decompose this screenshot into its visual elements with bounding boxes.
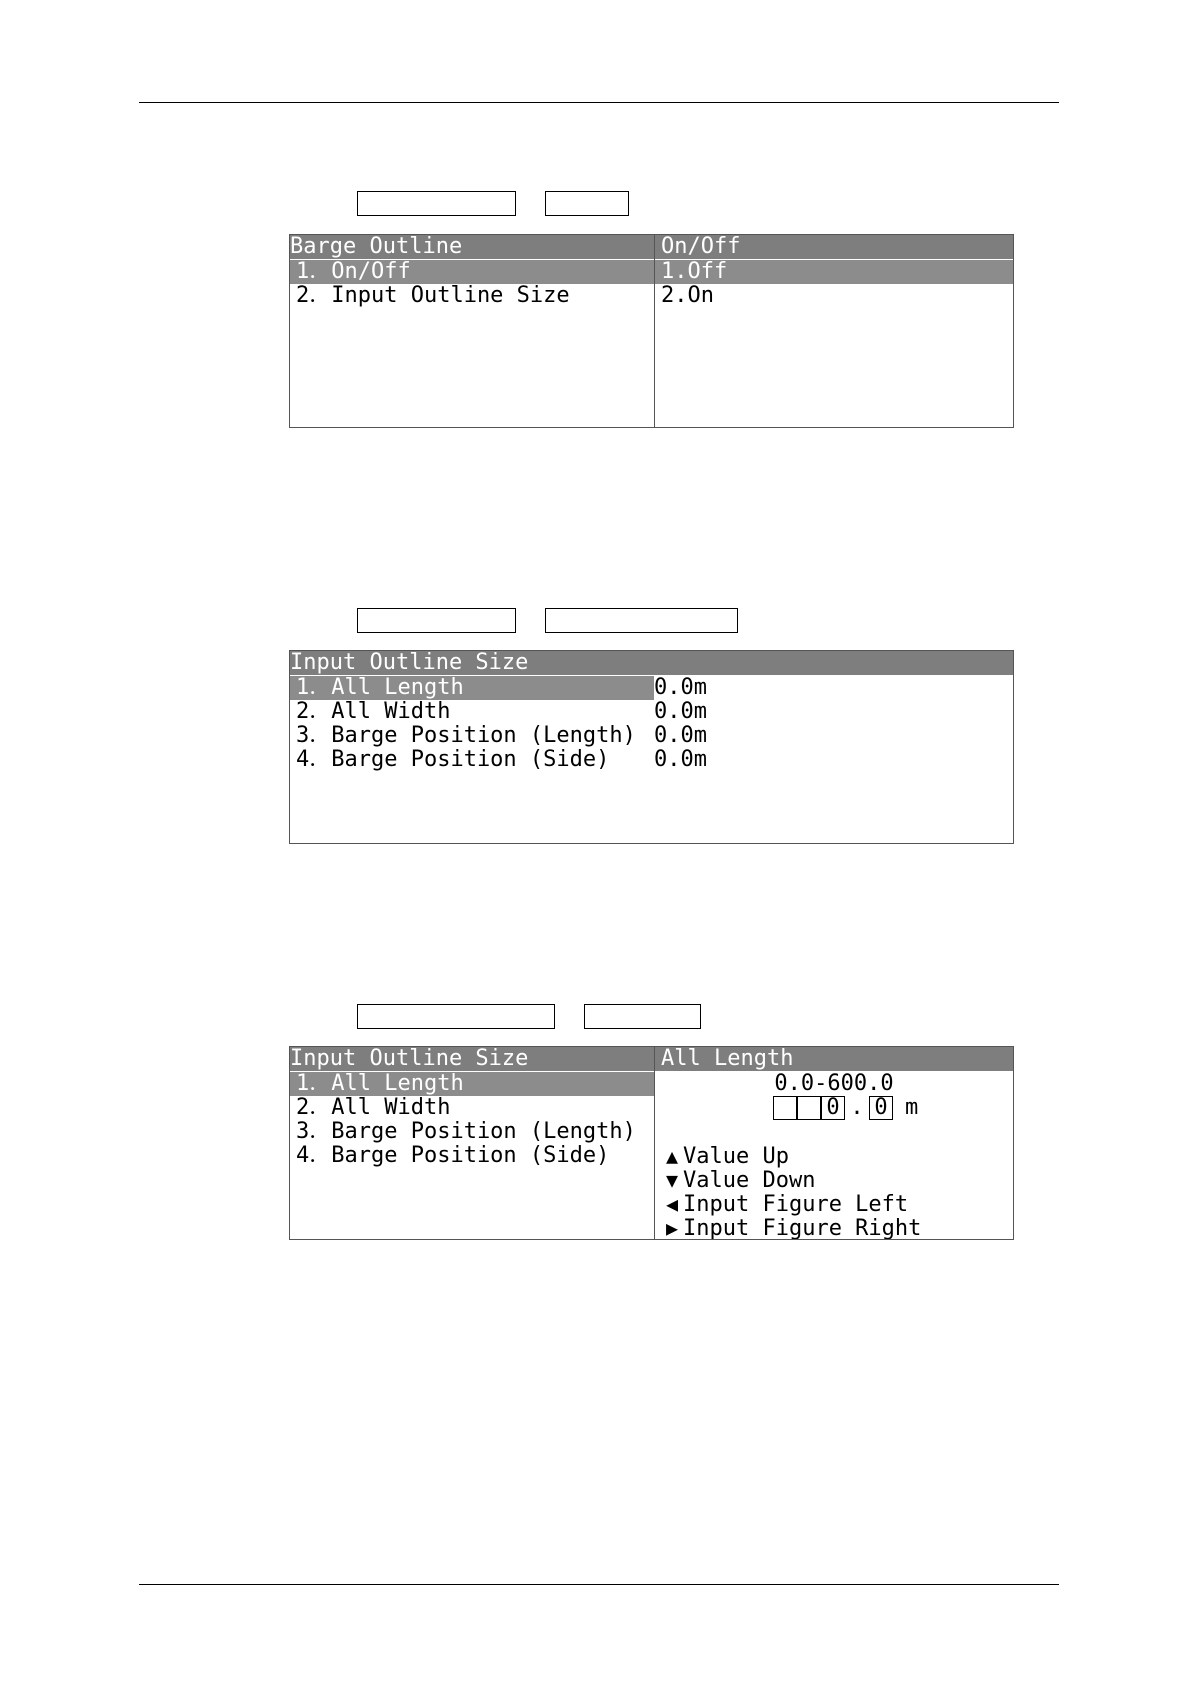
- menu-header: Barge Outline: [290, 235, 654, 259]
- triangle-left-icon: ◀: [665, 1192, 679, 1216]
- digit-box[interactable]: 0: [869, 1096, 893, 1120]
- menu-key-box: [357, 1004, 555, 1029]
- all-length-value: 0.0m: [654, 675, 707, 700]
- digit-box[interactable]: [773, 1096, 797, 1120]
- menu-item-barge-position-length[interactable]: 3．Barge Position (Length): [296, 1119, 636, 1144]
- menu-key-box: [545, 191, 629, 216]
- hint-label: Input Figure Right: [683, 1216, 922, 1240]
- hint-label: Value Up: [683, 1144, 789, 1169]
- unit-label: m: [905, 1095, 919, 1120]
- value-range: 0.0-600.0: [774, 1071, 894, 1096]
- menu-key-box: [545, 608, 738, 633]
- hint-label: Value Down: [683, 1168, 816, 1193]
- all-length-input-menu: [289, 1046, 1014, 1240]
- menu-key-box: [584, 1004, 701, 1029]
- menu-item-all-length[interactable]: 1．All Length: [290, 1072, 654, 1096]
- menu-item-barge-position-side[interactable]: 4．Barge Position (Side): [296, 1143, 610, 1168]
- bottom-rule: [139, 1584, 1059, 1585]
- menu-item-input-outline-size[interactable]: 2．Input Outline Size: [296, 283, 570, 308]
- hint-figure-right: [655, 1216, 1013, 1240]
- input-outline-size-menu: [289, 650, 1014, 844]
- hint-value-up: [655, 1144, 1013, 1168]
- option-off[interactable]: 1.Off: [655, 260, 1013, 284]
- barge-position-side-value: 0.0m: [654, 747, 707, 772]
- triangle-right-icon: ▶: [665, 1216, 679, 1240]
- decimal-point: .: [850, 1095, 864, 1120]
- menu-item-all-length[interactable]: 1．All Length: [290, 676, 654, 700]
- digit-input[interactable]: [773, 1096, 933, 1120]
- menu-item-on-off[interactable]: 1．On/Off: [290, 260, 654, 284]
- hint-value-down: [655, 1168, 1013, 1192]
- menu-item-barge-position-side[interactable]: 4．Barge Position (Side): [296, 747, 610, 772]
- triangle-down-icon: ▼: [665, 1168, 679, 1192]
- hint-label: Input Figure Left: [683, 1192, 909, 1217]
- option-on[interactable]: 2.On: [661, 283, 714, 308]
- menu-list: [290, 1047, 654, 1239]
- triangle-up-icon: ▲: [665, 1144, 679, 1168]
- barge-position-length-value: 0.0m: [654, 723, 707, 748]
- input-header: All Length: [655, 1047, 1013, 1071]
- digit-box[interactable]: 0: [821, 1096, 845, 1120]
- menu-list: [290, 235, 654, 427]
- all-width-value: 0.0m: [654, 699, 707, 724]
- menu-header: Input Outline Size: [290, 1047, 654, 1071]
- menu-key-box: [357, 608, 516, 633]
- menu-item-barge-position-length[interactable]: 3．Barge Position (Length): [296, 723, 636, 748]
- hint-figure-left: [655, 1192, 1013, 1216]
- menu-header: Input Outline Size: [290, 651, 1014, 675]
- menu-item-all-width[interactable]: 2．All Width: [296, 1095, 451, 1120]
- value-input-panel: [655, 1047, 1013, 1239]
- digit-box[interactable]: [797, 1096, 821, 1120]
- option-list: [655, 235, 1013, 427]
- barge-outline-menu: [289, 234, 1014, 428]
- menu-key-box: [357, 191, 516, 216]
- option-header: On/Off: [655, 235, 1013, 259]
- top-rule: [139, 102, 1059, 103]
- menu-item-all-width[interactable]: 2．All Width: [296, 699, 451, 724]
